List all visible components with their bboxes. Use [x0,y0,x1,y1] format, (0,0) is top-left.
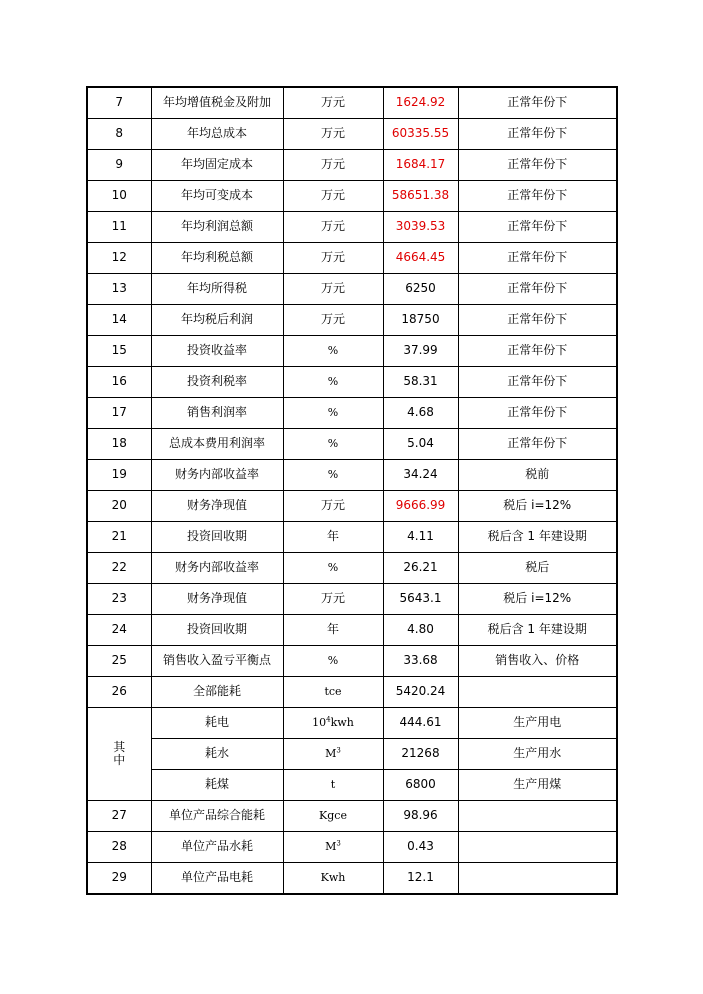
table-row [87,274,617,305]
row-number: 8 [87,119,151,150]
unit-base: M [325,839,337,853]
indicator-unit: tce [283,677,383,708]
indicator-unit [283,832,383,863]
row-number: 19 [87,460,151,491]
indicator-name: 年均总成本 [151,119,283,150]
indicator-value: 98.96 [383,801,458,832]
unit-base: 10 [312,715,327,729]
indicator-note [458,801,617,832]
row-number: 29 [87,863,151,895]
table-row-group [87,770,617,801]
indicator-table [86,86,618,895]
row-number: 10 [87,181,151,212]
table-row [87,336,617,367]
row-number: 27 [87,801,151,832]
indicator-note: 正常年份下 [458,212,617,243]
indicator-note: 正常年份下 [458,336,617,367]
indicator-unit: 万元 [283,150,383,181]
indicator-value: 58.31 [383,367,458,398]
indicator-value: 21268 [383,739,458,770]
indicator-name: 年均固定成本 [151,150,283,181]
indicator-value: 4.11 [383,522,458,553]
indicator-note: 税后含 1 年建设期 [458,522,617,553]
indicator-value: 37.99 [383,336,458,367]
row-number: 23 [87,584,151,615]
table-row [87,584,617,615]
table-row [87,832,617,863]
table-row-group [87,739,617,770]
indicator-name: 投资利税率 [151,367,283,398]
indicator-note: 税前 [458,460,617,491]
indicator-unit: 万元 [283,119,383,150]
indicator-unit: % [283,367,383,398]
table-row [87,398,617,429]
row-number: 25 [87,646,151,677]
indicator-unit: % [283,646,383,677]
indicator-name: 耗电 [151,708,283,739]
indicator-value: 6250 [383,274,458,305]
indicator-value: 60335.55 [383,119,458,150]
indicator-value: 12.1 [383,863,458,895]
table-row [87,429,617,460]
indicator-value: 26.21 [383,553,458,584]
row-number: 24 [87,615,151,646]
table-row [87,522,617,553]
unit-base: Kgce [319,808,347,822]
row-number: 7 [87,87,151,119]
indicator-note: 正常年份下 [458,119,617,150]
indicator-unit [283,770,383,801]
indicator-name: 年均增值税金及附加 [151,87,283,119]
group-label-line2: 中 [113,753,126,767]
indicator-value: 9666.99 [383,491,458,522]
unit-base: M [325,746,337,760]
indicator-name: 耗煤 [151,770,283,801]
indicator-unit: 万元 [283,243,383,274]
indicator-value: 0.43 [383,832,458,863]
indicator-value: 6800 [383,770,458,801]
indicator-unit: % [283,460,383,491]
indicator-unit: % [283,398,383,429]
indicator-name: 单位产品综合能耗 [151,801,283,832]
unit-superscript: 4 [326,715,331,724]
table-row [87,305,617,336]
indicator-name: 财务净现值 [151,491,283,522]
indicator-note: 税后含 1 年建设期 [458,615,617,646]
indicator-table-body [87,87,617,894]
indicator-name: 年均所得税 [151,274,283,305]
indicator-note: 税后 i=12% [458,491,617,522]
indicator-note: 税后 i=12% [458,584,617,615]
indicator-note: 正常年份下 [458,243,617,274]
table-row [87,646,617,677]
indicator-unit: 万元 [283,584,383,615]
row-number: 28 [87,832,151,863]
indicator-value: 1624.92 [383,87,458,119]
indicator-note: 生产用电 [458,708,617,739]
table-row [87,243,617,274]
row-number: 17 [87,398,151,429]
unit-superscript: 3 [336,839,341,848]
indicator-unit: 万元 [283,491,383,522]
table-row [87,863,617,895]
row-number: 14 [87,305,151,336]
group-label-line1: 其 [113,739,126,754]
indicator-note: 正常年份下 [458,87,617,119]
indicator-note: 正常年份下 [458,150,617,181]
indicator-value: 5643.1 [383,584,458,615]
indicator-unit: 万元 [283,87,383,119]
indicator-value: 4664.45 [383,243,458,274]
row-number: 16 [87,367,151,398]
indicator-name: 年均税后利润 [151,305,283,336]
indicator-note: 销售收入、价格 [458,646,617,677]
indicator-value: 1684.17 [383,150,458,181]
indicator-name: 投资回收期 [151,615,283,646]
row-number: 21 [87,522,151,553]
indicator-note: 正常年份下 [458,367,617,398]
indicator-unit: 年 [283,522,383,553]
indicator-value: 4.80 [383,615,458,646]
indicator-unit: % [283,336,383,367]
indicator-unit [283,863,383,895]
row-number: 18 [87,429,151,460]
table-row [87,212,617,243]
indicator-name: 全部能耗 [151,677,283,708]
indicator-note: 正常年份下 [458,274,617,305]
indicator-unit: 万元 [283,181,383,212]
indicator-name: 耗水 [151,739,283,770]
indicator-unit [283,739,383,770]
indicator-name: 年均利税总额 [151,243,283,274]
indicator-unit [283,708,383,739]
table-row [87,119,617,150]
group-label-cell [87,708,151,801]
indicator-value: 58651.38 [383,181,458,212]
indicator-name: 总成本费用利润率 [151,429,283,460]
indicator-name: 年均可变成本 [151,181,283,212]
table-row [87,615,617,646]
table-row [87,367,617,398]
table-row [87,801,617,832]
indicator-note [458,863,617,895]
unit-superscript: 3 [336,746,341,755]
indicator-note: 税后 [458,553,617,584]
indicator-note [458,677,617,708]
indicator-name: 财务内部收益率 [151,553,283,584]
unit-suffix: kwh [330,715,354,729]
row-number: 12 [87,243,151,274]
indicator-name: 投资回收期 [151,522,283,553]
row-number: 20 [87,491,151,522]
indicator-value: 3039.53 [383,212,458,243]
indicator-value: 5420.24 [383,677,458,708]
table-row [87,677,617,708]
indicator-value: 4.68 [383,398,458,429]
table-row [87,87,617,119]
indicator-value: 33.68 [383,646,458,677]
indicator-name: 投资收益率 [151,336,283,367]
indicator-note: 生产用水 [458,739,617,770]
indicator-unit: % [283,429,383,460]
unit-base: t [330,777,336,791]
indicator-name: 单位产品电耗 [151,863,283,895]
indicator-name: 财务内部收益率 [151,460,283,491]
indicator-unit [283,801,383,832]
indicator-value: 444.61 [383,708,458,739]
table-row [87,181,617,212]
row-number: 11 [87,212,151,243]
row-number: 9 [87,150,151,181]
indicator-value: 34.24 [383,460,458,491]
table-row [87,553,617,584]
indicator-name: 销售利润率 [151,398,283,429]
indicator-name: 销售收入盈亏平衡点 [151,646,283,677]
indicator-unit: 万元 [283,305,383,336]
table-row [87,491,617,522]
table-row [87,150,617,181]
row-number: 22 [87,553,151,584]
indicator-unit: 万元 [283,274,383,305]
indicator-name: 财务净现值 [151,584,283,615]
row-number: 26 [87,677,151,708]
indicator-unit: % [283,553,383,584]
indicator-note: 正常年份下 [458,429,617,460]
indicator-name: 单位产品水耗 [151,832,283,863]
row-number: 15 [87,336,151,367]
indicator-name: 年均利润总额 [151,212,283,243]
indicator-note: 正常年份下 [458,181,617,212]
indicator-note [458,832,617,863]
table-row-group [87,708,617,739]
table-row [87,460,617,491]
unit-base: Kwh [320,870,346,884]
row-number: 13 [87,274,151,305]
indicator-value: 18750 [383,305,458,336]
indicator-unit: 年 [283,615,383,646]
indicator-note: 正常年份下 [458,305,617,336]
indicator-note: 正常年份下 [458,398,617,429]
indicator-value: 5.04 [383,429,458,460]
indicator-unit: 万元 [283,212,383,243]
indicator-note: 生产用煤 [458,770,617,801]
